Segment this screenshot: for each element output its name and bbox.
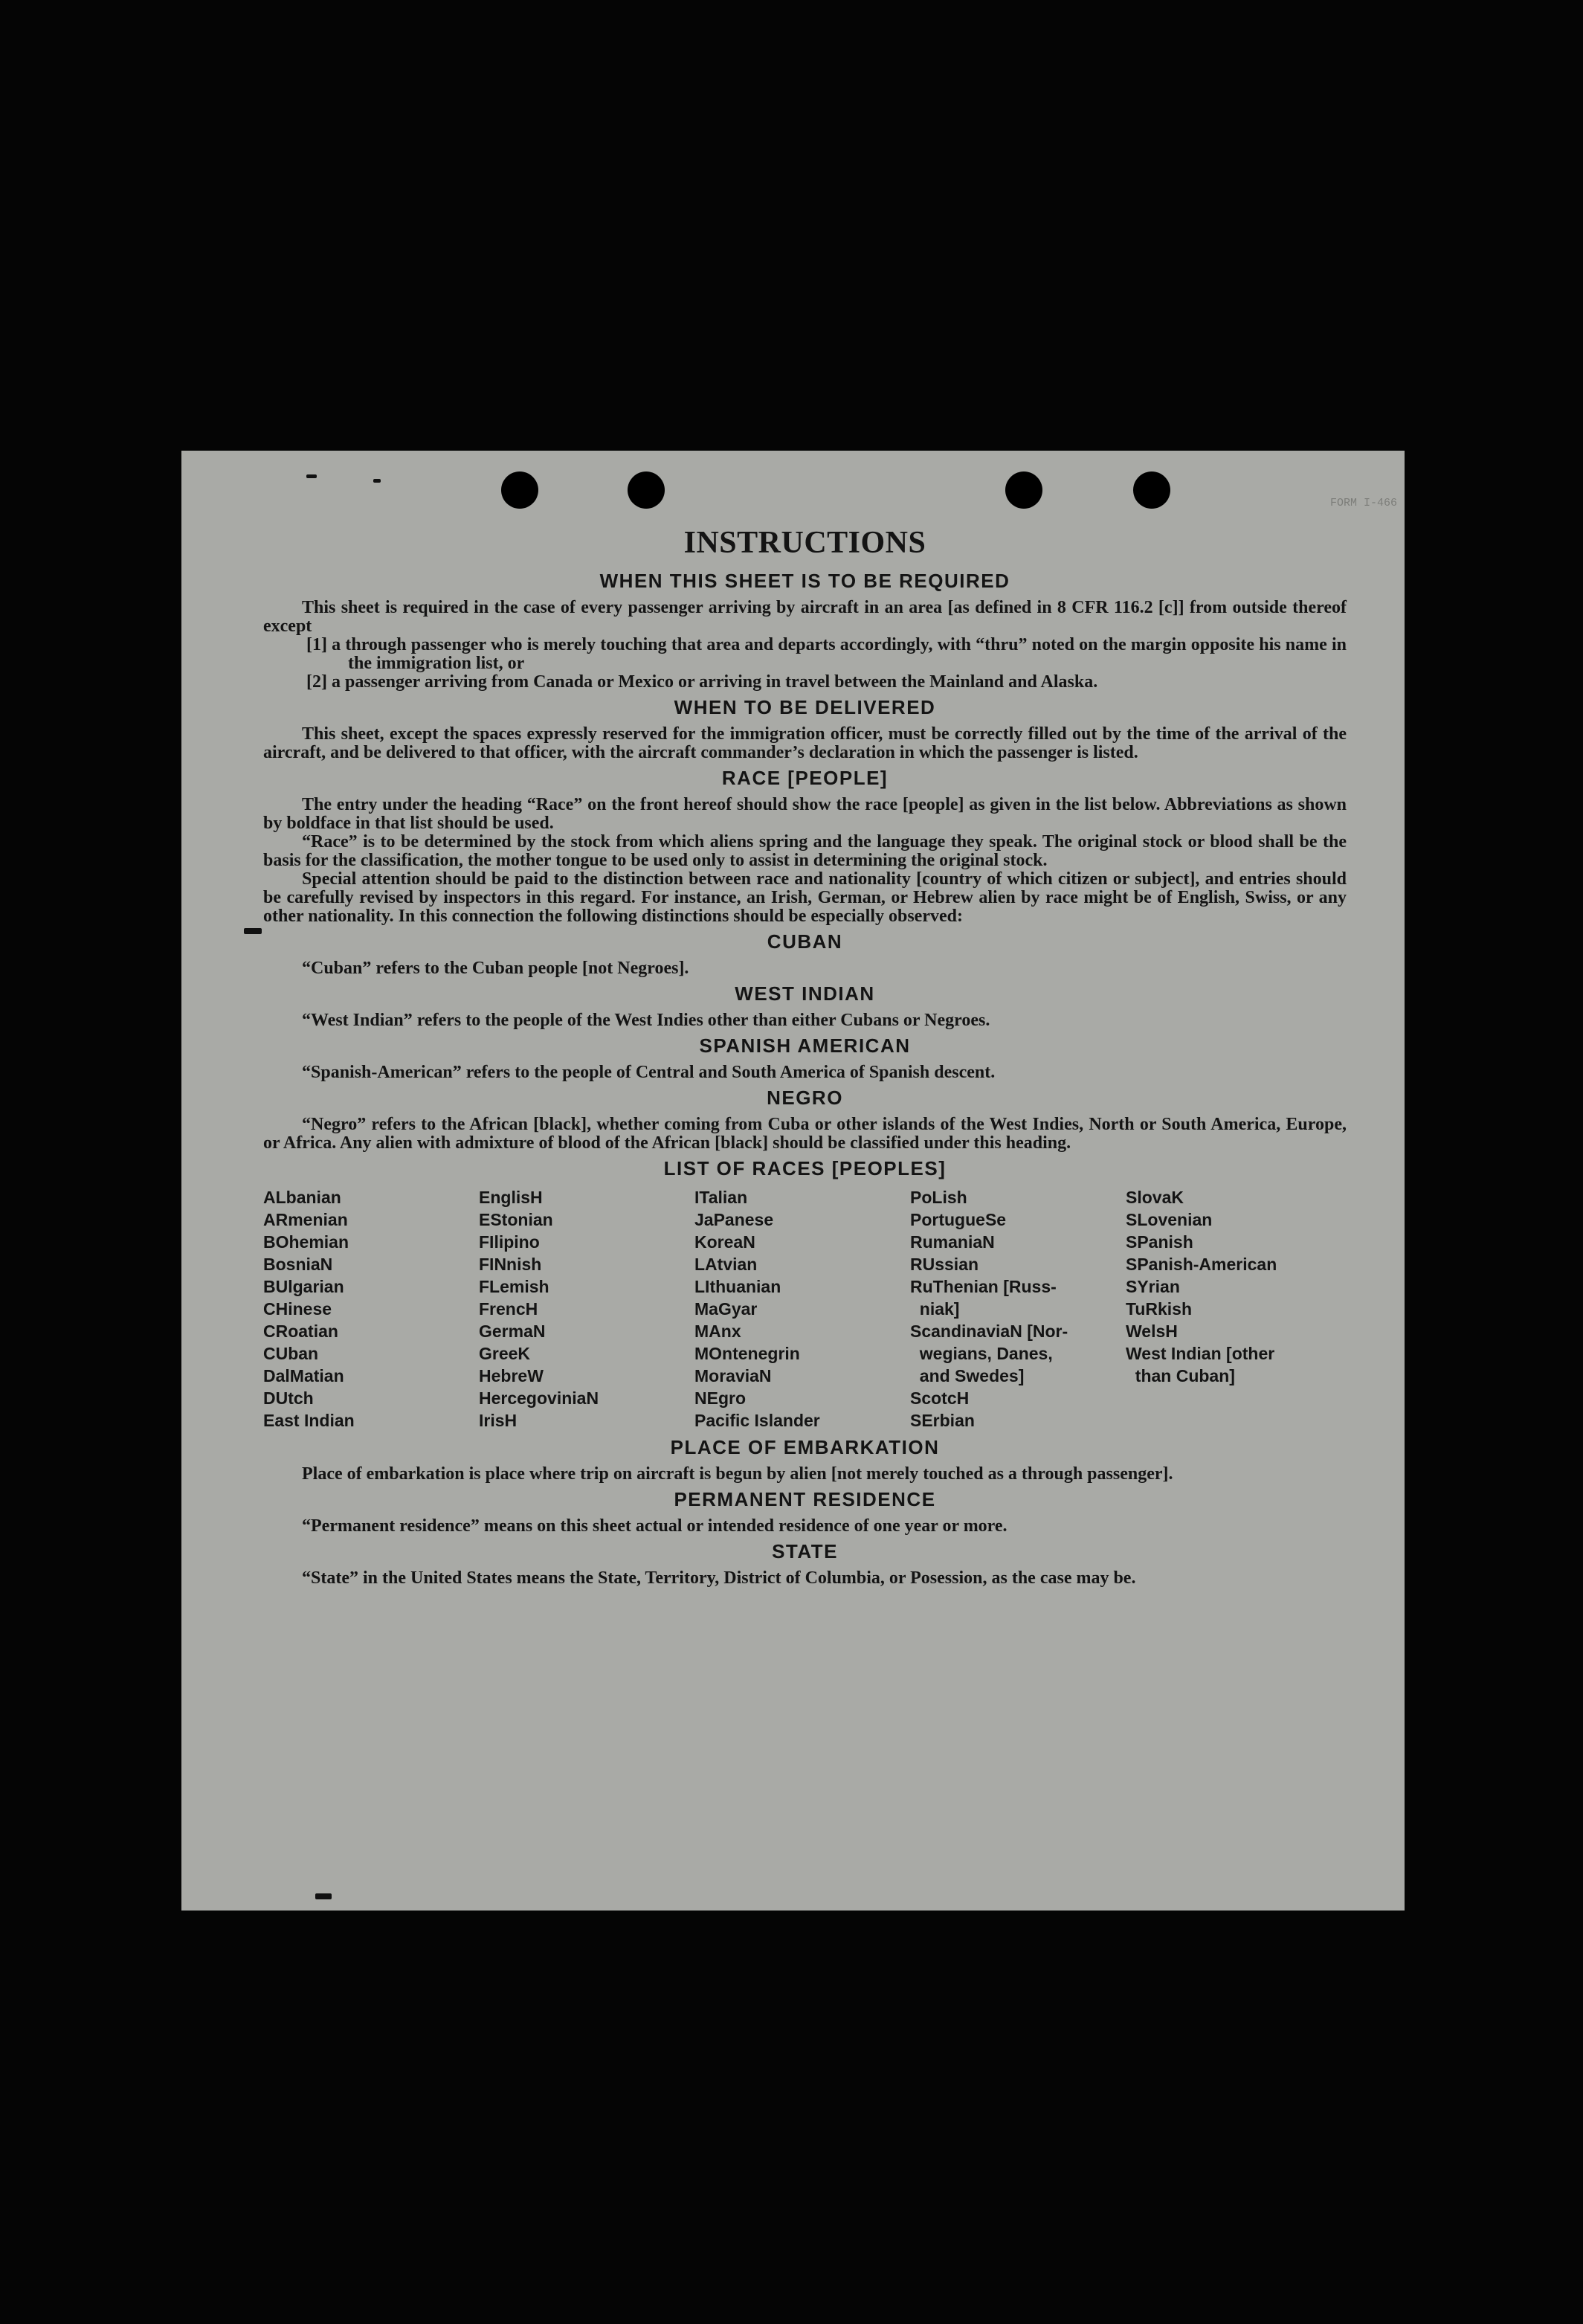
race-item: than Cuban] [1126, 1366, 1235, 1385]
race-item: CRoatian [263, 1322, 338, 1341]
section-heading: PLACE OF EMBARKATION [670, 1436, 940, 1458]
section-when-delivered [263, 725, 1347, 762]
races-list [263, 1186, 1347, 1432]
paragraph: “Negro” refers to the African [black], whether coming from Cuba or other islands of the West Indies, North or South America, Europe, or Africa. Any alien with admixture of blood of the African [black] should be classified under this heading. [263, 1115, 1347, 1153]
race-item: MAnx [694, 1322, 741, 1341]
paragraph: The entry under the heading “Race” on the front hereof should show the race [people] as given in the list below. Abbreviations as shown by boldface in that list should be used. [263, 795, 1347, 833]
section-heading: SPANISH AMERICAN [699, 1034, 911, 1057]
race-item: HebreW [479, 1366, 544, 1385]
paragraph: “State” in the United States means the State, Territory, District of Columbia, or Posession, as the case may be. [302, 1568, 1136, 1588]
section-heading: PERMANENT RESIDENCE [674, 1488, 936, 1510]
race-item: RumaniaN [910, 1232, 995, 1252]
races-column [694, 1186, 910, 1432]
list-item: [2] a passenger arriving from Canada or Mexico or arriving in travel between the Mainland and Alaska. [306, 672, 1098, 692]
race-item: FIlipino [479, 1232, 540, 1252]
list-item: [1] a through passenger who is merely touching that area and departs accordingly, with “thru” noted on the margin opposite his name in the immigration list, or [306, 635, 1347, 673]
ink-speck [306, 474, 317, 478]
race-item: GermaN [479, 1322, 546, 1341]
race-item: WelsH [1126, 1322, 1178, 1341]
race-item: RuThenian [Russ- [910, 1277, 1057, 1296]
paragraph: “Permanent residence” means on this sheet actual or intended residence of one year or more. [302, 1516, 1007, 1536]
race-item: ITalian [694, 1188, 748, 1207]
punch-hole [501, 471, 538, 509]
punch-hole [1133, 471, 1170, 509]
race-item: JaPanese [694, 1210, 774, 1229]
races-column [479, 1186, 694, 1432]
paragraph: This sheet, except the spaces expressly reserved for the immigration officer, must be correctly filled out by the time of the arrival of the aircraft, and be delivered to that officer, with the aircraft commander’s declaration in which the passenger is listed. [263, 724, 1347, 762]
section-heading: WEST INDIAN [735, 982, 875, 1005]
race-item: East Indian [263, 1411, 355, 1430]
race-item: FrencH [479, 1299, 538, 1319]
document-sheet [181, 451, 1405, 1911]
page-title: INSTRUCTIONS [683, 526, 926, 560]
race-item: NEgro [694, 1388, 746, 1408]
section-spanish-american [263, 1063, 1347, 1082]
race-item: BUlgarian [263, 1277, 344, 1296]
race-item: ARmenian [263, 1210, 348, 1229]
race-item: TuRkish [1126, 1299, 1193, 1319]
ink-speck [315, 1893, 332, 1899]
race-item: MaGyar [694, 1299, 758, 1319]
section-place-of-embarkation [263, 1465, 1347, 1484]
section-heading: CUBAN [767, 930, 843, 953]
section-negro [263, 1116, 1347, 1153]
paragraph: “West Indian” refers to the people of the West Indies other than either Cubans or Negroes. [302, 1011, 990, 1030]
punch-hole [1005, 471, 1042, 509]
race-item: LAtvian [694, 1255, 758, 1274]
section-heading: WHEN THIS SHEET IS TO BE REQUIRED [599, 570, 1010, 592]
section-race [263, 796, 1347, 926]
race-item: MoraviaN [694, 1366, 772, 1385]
race-item: DalMatian [263, 1366, 344, 1385]
ink-speck [373, 479, 381, 483]
race-item: SPanish [1126, 1232, 1193, 1252]
race-item: SlovaK [1126, 1188, 1184, 1207]
paragraph: “Spanish-American” refers to the people of Central and South America of Spanish descent. [302, 1063, 996, 1082]
section-cuban [263, 959, 1347, 978]
race-item: ALbanian [263, 1188, 341, 1207]
race-item: FINnish [479, 1255, 542, 1274]
race-item: BosniaN [263, 1255, 333, 1274]
section-heading: STATE [772, 1540, 838, 1562]
race-item: IrisH [479, 1411, 518, 1430]
race-item: EnglisH [479, 1188, 543, 1207]
section-heading: WHEN TO BE DELIVERED [674, 696, 936, 718]
race-item: niak] [910, 1299, 960, 1319]
section-west-indian [263, 1011, 1347, 1030]
race-item: West Indian [other [1126, 1344, 1275, 1363]
race-item: PoLish [910, 1188, 967, 1207]
race-item: SErbian [910, 1411, 975, 1430]
form-number: FORM I-466 [1329, 497, 1397, 509]
ink-speck [244, 928, 262, 934]
race-item: LIthuanian [694, 1277, 781, 1296]
race-item: BOhemian [263, 1232, 349, 1252]
race-item: CHinese [263, 1299, 332, 1319]
race-item: RUssian [910, 1255, 979, 1274]
section-state [263, 1569, 1347, 1588]
race-item: MOntenegrin [694, 1344, 800, 1363]
section-when-required [263, 599, 1347, 692]
paragraph: This sheet is required in the case of every passenger arriving by aircraft in an area [as defined in 8 CFR 116.2 [c]] from outside thereof except [263, 598, 1347, 636]
section-heading: LIST OF RACES [PEOPLES] [663, 1157, 947, 1179]
section-permanent-residence [263, 1517, 1347, 1536]
races-column [1126, 1186, 1349, 1432]
race-item: CUban [263, 1344, 319, 1363]
race-item: SLovenian [1126, 1210, 1213, 1229]
race-item: FLemish [479, 1277, 549, 1296]
paragraph: Special attention should be paid to the distinction between race and nationality [country of which citizen or subject], and entries should be carefully revised by inspectors in this regard. For instance, an Irish, German, or Hebrew alien by race might be of English, Swiss, or any other nationality. In this connection the following distinctions should be especially observed: [263, 869, 1347, 926]
race-item: wegians, Danes, [910, 1344, 1053, 1363]
paragraph: “Cuban” refers to the Cuban people [not Negroes]. [302, 959, 689, 978]
paragraph: “Race” is to be determined by the stock from which aliens spring and the language they speak. The original stock or blood shall be the basis for the classification, the mother tongue to be used only to assist in determining the original stock. [263, 832, 1347, 870]
race-item: SYrian [1126, 1277, 1180, 1296]
race-item: and Swedes] [910, 1366, 1025, 1385]
race-item: HercegoviniaN [479, 1388, 599, 1408]
race-item: SPanish-American [1126, 1255, 1277, 1274]
race-item: PortugueSe [910, 1210, 1007, 1229]
section-heading: NEGRO [767, 1087, 843, 1109]
race-item: ScotcH [910, 1388, 970, 1408]
section-heading: RACE [PEOPLE] [721, 767, 889, 789]
race-item: EStonian [479, 1210, 553, 1229]
races-column [910, 1186, 1126, 1432]
race-item: Pacific Islander [694, 1411, 820, 1430]
paragraph: Place of embarkation is place where trip on aircraft is begun by alien [not merely touched as a through passenger]. [302, 1464, 1173, 1484]
races-column [263, 1186, 479, 1432]
punch-hole [628, 471, 665, 509]
race-item: GreeK [479, 1344, 531, 1363]
race-item: DUtch [263, 1388, 314, 1408]
race-item: ScandinaviaN [Nor- [910, 1322, 1068, 1341]
race-item: KoreaN [694, 1232, 755, 1252]
